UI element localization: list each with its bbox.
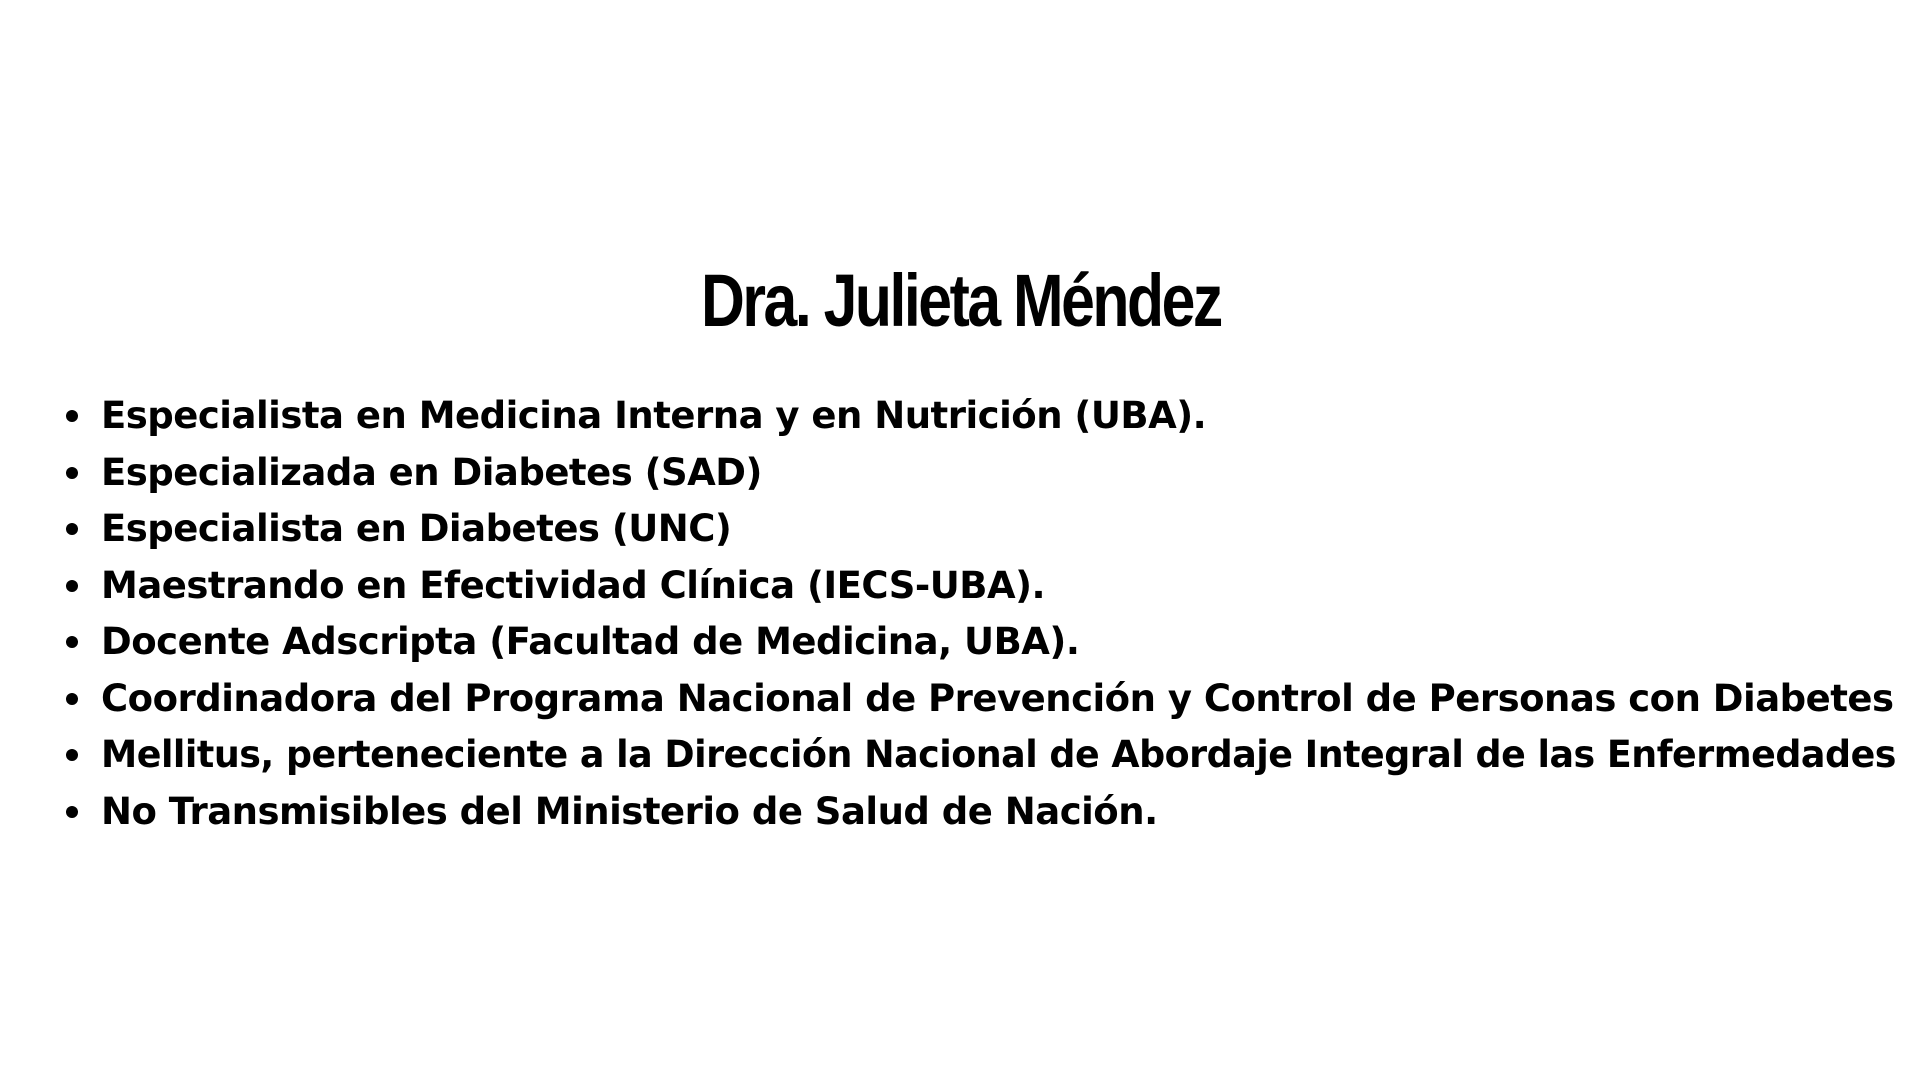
list-item xyxy=(58,614,1920,671)
bullet-icon xyxy=(66,580,78,592)
list-item xyxy=(58,558,1920,615)
list-item-text: Coordinadora del Programa Nacional de Prevención y Control de Personas con Diabetes xyxy=(101,676,1894,720)
bullet-icon xyxy=(66,410,78,422)
list-item-text: Maestrando en Efectividad Clínica (IECS-UBA). xyxy=(101,563,1046,607)
page-title: Dra. Julieta Méndez xyxy=(701,259,1221,342)
list-item-text: Especializada en Diabetes (SAD) xyxy=(101,450,762,494)
list-item-text: Especialista en Medicina Interna y en Nutrición (UBA). xyxy=(101,394,1207,437)
bullet-icon xyxy=(66,523,78,535)
list-item xyxy=(58,501,1920,558)
bullet-icon xyxy=(66,693,78,705)
list-item-text: No Transmisibles del Ministerio de Salud de Nación. xyxy=(101,789,1158,833)
bullet-icon xyxy=(66,467,78,479)
list-item xyxy=(58,784,1920,841)
bullet-icon xyxy=(66,806,78,818)
list-item-text: Mellitus, perteneciente a la Dirección Nacional de Abordaje Integral de las Enfermedades xyxy=(101,733,1896,776)
list-item xyxy=(58,671,1920,728)
credentials-list xyxy=(58,388,1920,840)
list-item-text: Docente Adscripta (Facultad de Medicina, UBA). xyxy=(101,620,1080,663)
list-item xyxy=(58,388,1920,445)
bullet-icon xyxy=(66,749,78,761)
list-item xyxy=(58,727,1920,784)
bullet-icon xyxy=(66,636,78,648)
list-item xyxy=(58,445,1920,502)
list-item-text: Especialista en Diabetes (UNC) xyxy=(101,507,732,550)
